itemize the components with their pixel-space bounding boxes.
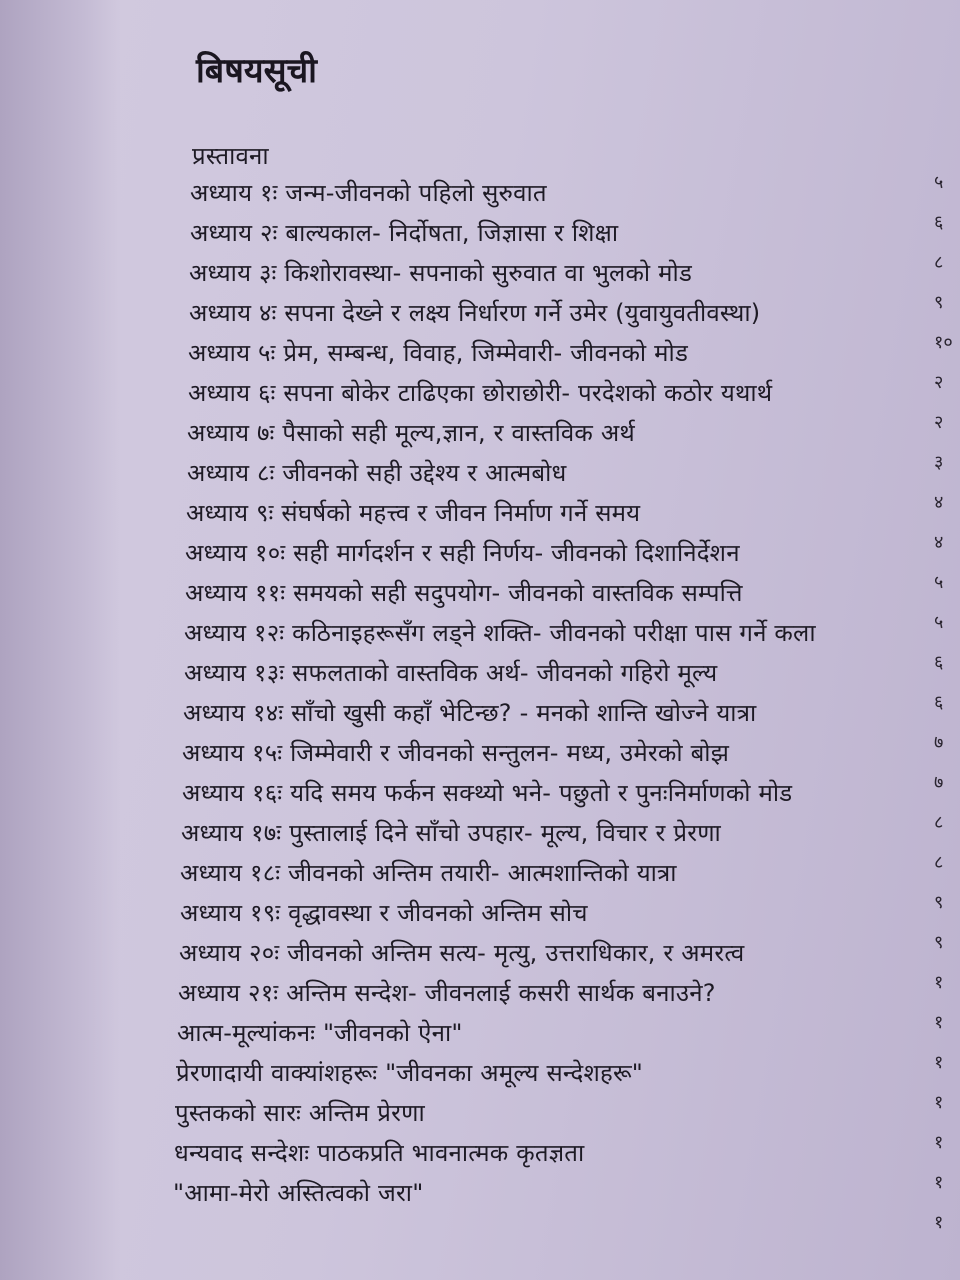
- toc-page-number: ७: [934, 732, 944, 753]
- toc-entry: अध्याय १२ः कठिनाइहरूसँग लड्ने शक्ति- जीवनको परीक्षा पास गर्ने कला: [184, 619, 816, 647]
- toc-entry: अध्याय १५ः जिम्मेवारी र जीवनको सन्तुलन- मध्य, उमेरको बोझ: [182, 739, 730, 767]
- toc-page-number: १: [934, 1132, 944, 1153]
- toc-entry: आत्म-मूल्यांकनः "जीवनको ऐना": [177, 1019, 463, 1047]
- toc-entry: अध्याय १३ः सफलताको वास्तविक अर्थ- जीवनको गहिरो मूल्य: [184, 659, 718, 687]
- toc-page-number: ९: [934, 292, 944, 313]
- toc-page-number: ४: [934, 492, 944, 513]
- toc-page-number: १: [934, 1212, 944, 1233]
- toc-page-number: ४: [934, 532, 944, 553]
- toc-page-number: ९: [934, 892, 944, 913]
- toc-page-number: १: [934, 1172, 944, 1193]
- toc-page-number: १०: [934, 332, 953, 353]
- toc-page-number: २: [934, 412, 944, 433]
- toc-page-number: १: [934, 1052, 944, 1073]
- toc-entry: अध्याय २१ः अन्तिम सन्देश- जीवनलाई कसरी सार्थक बनाउने?: [178, 979, 716, 1007]
- toc-entry: अध्याय ५ः प्रेम, सम्बन्ध, विवाह, जिम्मेवारी- जीवनको मोड: [188, 339, 688, 367]
- toc-page-number: ५: [934, 572, 944, 593]
- toc-entry: अध्याय ४ः सपना देख्ने र लक्ष्य निर्धारण गर्ने उमेर (युवायुवतीवस्था): [189, 299, 761, 327]
- toc-entry: अध्याय २ः बाल्यकाल- निर्दोषता, जिज्ञासा र शिक्षा: [190, 219, 619, 247]
- toc-page-number: ९: [934, 932, 944, 953]
- toc-entry: अध्याय १६ः यदि समय फर्कन सक्थ्यो भने- पछुतो र पुनःनिर्माणको मोड: [182, 779, 793, 807]
- toc-page-number: ५: [934, 612, 944, 633]
- toc-page-number: ७: [934, 772, 944, 793]
- page-title: बिषयसूची: [196, 51, 317, 91]
- toc-entry: अध्याय १८ः जीवनको अन्तिम तयारी- आत्मशान्तिको यात्रा: [180, 859, 677, 887]
- toc-page-number: ८: [934, 852, 944, 873]
- toc-page-number: ५: [934, 172, 944, 193]
- toc-entry: धन्यवाद सन्देशः पाठकप्रति भावनात्मक कृतज्ञता: [174, 1139, 585, 1167]
- toc-entry: अध्याय ३ः किशोरावस्था- सपनाको सुरुवात वा भुलको मोड: [189, 259, 692, 287]
- toc-page-number: ८: [934, 252, 944, 273]
- toc-entry: अध्याय १४ः साँचो खुसी कहाँ भेटिन्छ? - मनको शान्ति खोज्ने यात्रा: [183, 699, 757, 727]
- toc-entry: अध्याय ११ः समयको सही सदुपयोग- जीवनको वास्तविक सम्पत्ति: [185, 579, 743, 607]
- toc-entry: अध्याय १ः जन्म-जीवनको पहिलो सुरुवात: [190, 179, 547, 207]
- toc-entry: अध्याय ७ः पैसाको सही मूल्य,ज्ञान, र वास्तविक अर्थ: [187, 419, 635, 447]
- toc-entry: अध्याय १७ः पुस्तालाई दिने साँचो उपहार- मूल्य, विचार र प्रेरणा: [181, 819, 721, 847]
- toc-page-number: ६: [934, 652, 944, 673]
- toc-entry: अध्याय ८ः जीवनको सही उद्देश्य र आत्मबोध: [187, 459, 567, 487]
- toc-entry: प्रस्तावना: [192, 142, 269, 170]
- toc-page-number: १: [934, 1092, 944, 1113]
- toc-page-number: १: [934, 1012, 944, 1033]
- toc-entry: प्रेरणादायी वाक्यांशहरूः "जीवनका अमूल्य सन्देशहरू": [176, 1059, 644, 1087]
- toc-entry: अध्याय १०ः सही मार्गदर्शन र सही निर्णय- जीवनको दिशानिर्देशन: [185, 539, 740, 567]
- toc-entry: अध्याय ६ः सपना बोकेर टाढिएका छोराछोरी- परदेशको कठोर यथार्थ: [188, 379, 773, 407]
- toc-page-number: २: [934, 372, 944, 393]
- toc-page-number: ६: [934, 212, 944, 233]
- toc-page-number: ३: [934, 452, 944, 473]
- toc-page-number: ६: [934, 692, 944, 713]
- toc-page-number: १: [934, 972, 944, 993]
- toc-entry: अध्याय १९ः वृद्धावस्था र जीवनको अन्तिम सोच: [180, 899, 588, 927]
- toc-entry: "आमा-मेरो अस्तित्वको जरा": [173, 1179, 424, 1207]
- toc-page-number: ८: [934, 812, 944, 833]
- toc-entry: अध्याय २०ः जीवनको अन्तिम सत्य- मृत्यु, उत्तराधिकार, र अमरत्व: [179, 939, 745, 967]
- toc-entry: अध्याय ९ः संघर्षको महत्त्व र जीवन निर्माण गर्ने समय: [186, 499, 641, 527]
- toc-entry: पुस्तकको सारः अन्तिम प्रेरणा: [175, 1099, 425, 1127]
